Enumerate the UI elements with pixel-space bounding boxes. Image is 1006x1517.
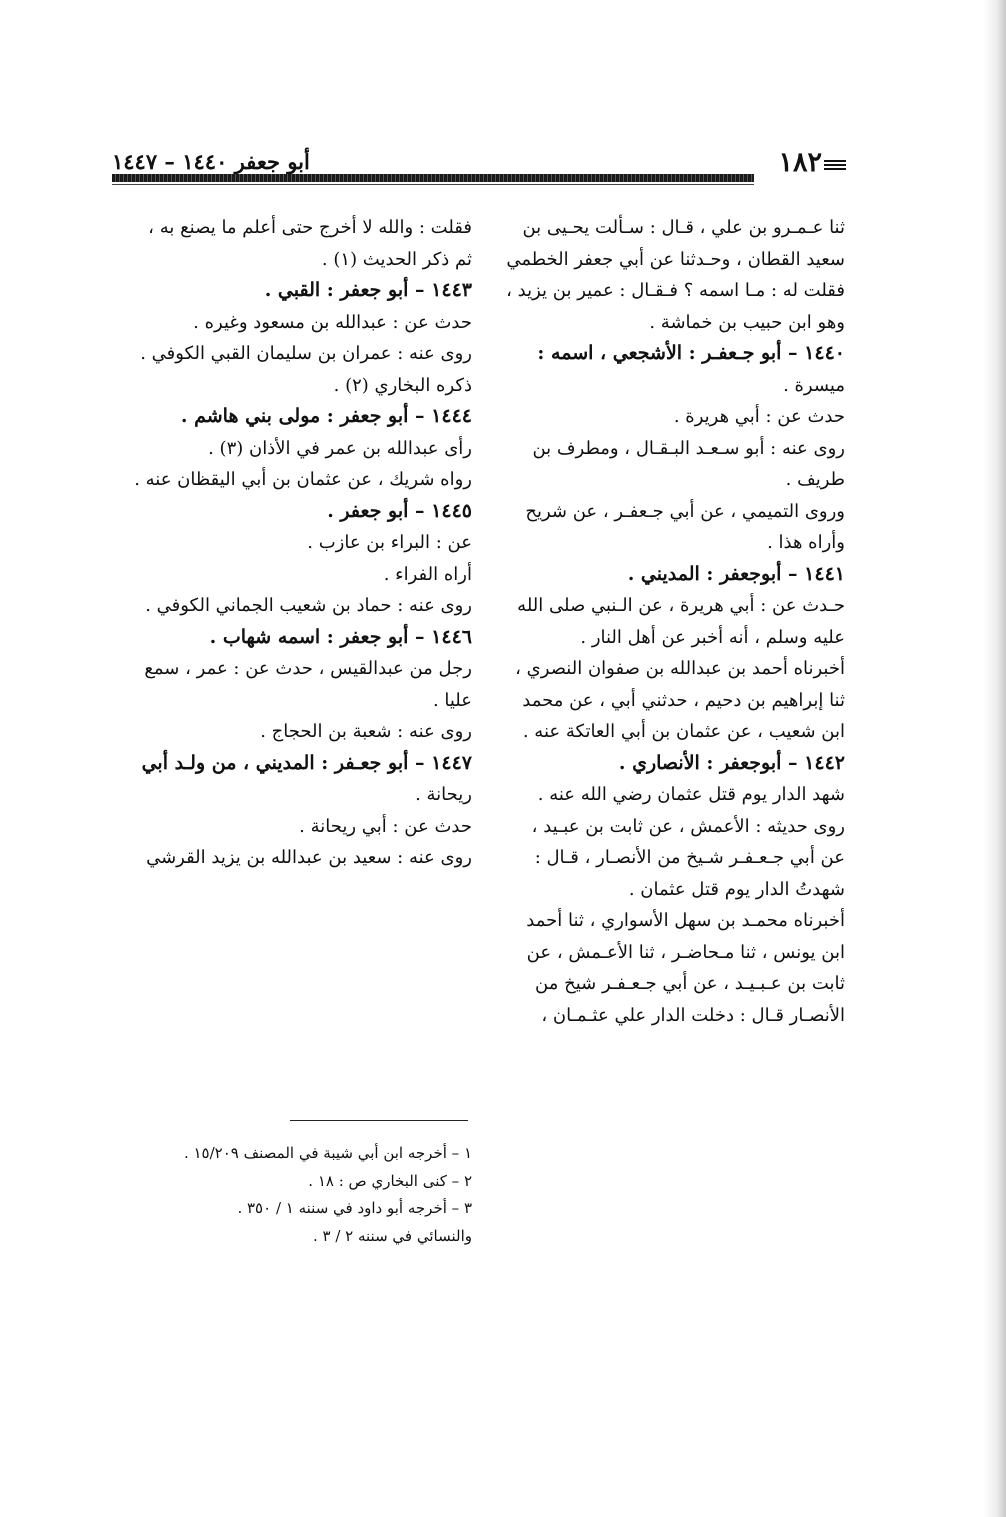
text-line: رجل من عبدالقيس ، حدث عن : عمر ، سمع [144, 658, 472, 679]
text-line: ١٤٤٧ – أبو جعـفر : المديني ، من ولـد أبي [141, 751, 472, 774]
page-edge-shadow [984, 0, 1006, 1517]
text-line: أراه الفراء . [383, 563, 472, 585]
footnote-line: ٣ – أخرجه أبو داود في سننه ١ / ٣٥٠ . [237, 1199, 472, 1217]
text-line: ريحانة . [415, 784, 472, 805]
text-line: ١٤٤١ – أبوجعفر : المديني . [627, 562, 845, 585]
footnotes [112, 1140, 472, 1250]
left-column [112, 212, 472, 874]
page-number: ١٨٢ [778, 147, 822, 178]
text-line: شهد الدار يوم قتل عثمان رضي الله عنه . [537, 784, 845, 805]
text-line: وهو ابن حبيب بن خماشة . [649, 311, 845, 333]
footnote-line: ٢ – كنى البخاري ص : ١٨ . [308, 1171, 472, 1190]
text-line: رأى عبدالله بن عمر في الأذان (٣) . [208, 437, 472, 459]
text-line: حدث عن : أبي ريحانة . [299, 815, 472, 837]
footnote-line: ١ – أخرجه ابن أبي شيبة في المصنف ١٥/٢٠٩ . [183, 1144, 472, 1162]
text-line: عن : البراء بن عازب . [307, 532, 472, 553]
text-line: عليه وسلم ، أنه أخبر عن أهل النار . [580, 626, 845, 648]
text-line: ١٤٤٠ – أبو جـعفـر : الأشجعي ، اسمه : [537, 342, 845, 364]
text-line: عليا . [432, 689, 472, 711]
text-line: روى عنه : أبو سـعـد البـقـال ، ومطرف بن [532, 437, 845, 459]
text-line: عن أبي جـعـفـر شـيخ من الأنصـار ، قـال : [534, 847, 845, 868]
text-line: ثنا عـمـرو بن علي ، قـال : سـألت يحـيى بن [522, 217, 845, 238]
page-number-ornament [824, 160, 846, 170]
text-line: ابن شعيب ، عن عثمان بن أبي العاتكة عنه . [522, 721, 845, 742]
text-line: وروى التميمي ، عن أبي جـعفـر ، عن شريح [525, 500, 845, 522]
text-line: الأنصـار قـال : دخلت الدار علي عثـمـان ، [541, 1004, 845, 1026]
header-rule [112, 174, 754, 182]
footnote-line: والنسائي في سننه ٢ / ٣ . [312, 1226, 472, 1245]
text-line: حـدث عن : أبي هريرة ، عن الـنبي صلى الله [517, 595, 845, 616]
text-line: روى عنه : عمران بن سليمان القبي الكوفي . [140, 343, 472, 364]
running-title: أبو جعفر ١٤٤٠ – ١٤٤٧ [112, 149, 310, 174]
text-line: طريف . [785, 469, 845, 490]
text-line: ثابت بن عـبـيـد ، عن أبي جـعـفـر شيخ من [535, 973, 845, 994]
text-line: حدث عن : عبدالله بن مسعود وغيره . [193, 311, 472, 333]
text-line: وأراه هذا . [767, 532, 845, 553]
text-line: فقلت له : مـا اسمه ؟ فـقـال : عمير بن يزيد ، [506, 280, 845, 301]
text-line: روى حديثه : الأعمش ، عن ثابت بن عبـيد ، [531, 815, 845, 837]
text-line: روى عنه : شعبة بن الحجاج . [260, 721, 472, 742]
footnote-separator [290, 1120, 468, 1121]
text-line: أخبرناه محمـد بن سهل الأسواري ، ثنا أحمد [526, 910, 845, 931]
text-line: فقلت : والله لا أخرج حتى أعلم ما يصنع به ، [148, 217, 472, 238]
page-header [112, 140, 846, 190]
text-line: شهدتُ الدار يوم قتل عثمان . [628, 878, 845, 900]
text-line: روى عنه : حماد بن شعيب الجماني الكوفي . [145, 595, 472, 616]
right-column [493, 212, 845, 1031]
text-line: حدث عن : أبي هريرة . [673, 406, 845, 427]
text-line: ثنا إبراهيم بن دحيم ، حدثني أبي ، عن محمد [522, 689, 845, 711]
text-line: رواه شريك ، عن عثمان بن أبي اليقظان عنه . [134, 469, 472, 490]
text-line: ١٤٤٢ – أبوجعفر : الأنصاري . [618, 751, 845, 774]
text-line: ١٤٤٥ – أبو جعفر . [327, 499, 472, 522]
text-line: ١٤٤٣ – أبو جعفر : القبي . [264, 279, 472, 301]
header-rule-thin [112, 184, 754, 185]
text-line: ١٤٤٦ – أبو جعفر : اسمه شهاب . [209, 625, 472, 648]
text-line: ١٤٤٤ – أبو جعفر : مولى بني هاشم . [180, 405, 472, 427]
text-line: أخبرناه أحمد بن عبدالله بن صفوان النصري ، [515, 658, 845, 679]
text-line: ثم ذكر الحديث (١) . [321, 248, 472, 270]
text-line: روى عنه : سعيد بن عبدالله بن يزيد القرشي [146, 847, 472, 868]
text-line: سعيد القطان ، وحـدثنا عن أبي جعفر الخطمي [506, 248, 845, 270]
text-line: ميسرة . [783, 374, 845, 396]
text-line: ذكره البخاري (٢) . [333, 374, 472, 396]
text-line: ابن يونس ، ثنا مـحاضـر ، ثنا الأعـمش ، عن [526, 941, 845, 963]
